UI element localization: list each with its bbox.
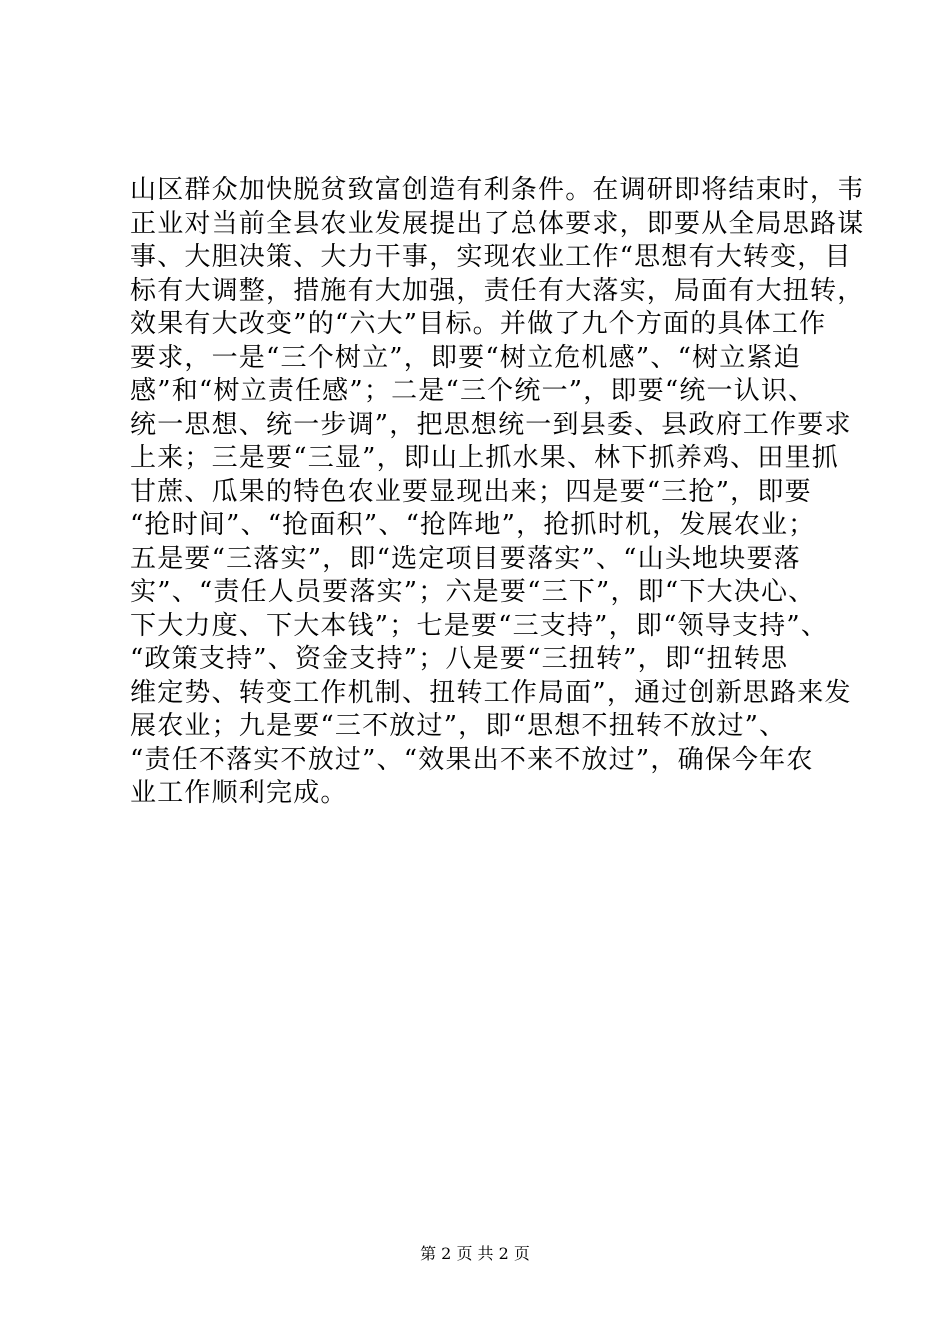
text-line: 效果有大改变”的“六大”目标。并做了九个方面的具体工作 <box>130 309 827 339</box>
text-line: 维定势、转变工作机制、扭转工作局面”，通过创新思路来发 <box>130 677 852 708</box>
text-line: 实”、“责任人员要落实”；六是要“三下”，即“下大决心、 <box>130 577 816 607</box>
text-line: 统一思想、统一步调”，把思想统一到县委、县政府工作要求 <box>130 409 852 440</box>
page-number-footer: 第 2 页 共 2 页 <box>420 1244 530 1263</box>
text-line: 上来；三是要“三显”，即山上抓水果、林下抓养鸡、田里抓 <box>130 443 839 473</box>
text-line: 业工作顺利完成。 <box>130 778 348 808</box>
text-line: 正业对当前全县农业发展提出了总体要求，即要从全局思路谋 <box>130 208 865 239</box>
text-line: 展农业；九是要“三不放过”，即“思想不扭转不放过”、 <box>130 711 787 741</box>
text-line: “政策支持”、资金支持”；八是要“三扭转”，即“扭转思 <box>130 644 789 674</box>
text-line: 五是要“三落实”，即“选定项目要落实”、“山头地块要落 <box>130 543 801 574</box>
text-line: 要求，一是“三个树立”，即要“树立危机感”、“树立紧迫 <box>130 342 801 373</box>
text-line: 甘蔗、瓜果的特色农业要显现出来；四是要“三抢”，即要 <box>130 476 812 507</box>
text-line: “抢时间”、“抢面积”、“抢阵地”，抢抓时机，发展农业； <box>130 510 816 540</box>
text-line: 感”和“树立责任感”；二是“三个统一”，即要“统一认识、 <box>130 376 816 406</box>
text-line: 标有大调整，措施有大加强，责任有大落实，局面有大扭转， <box>130 275 865 306</box>
text-line: 山区群众加快脱贫致富创造有利条件。在调研即将结束时，韦 <box>130 175 865 205</box>
text-line: “责任不落实不放过”、“效果出不来不放过”，确保今年农 <box>130 744 814 775</box>
text-line: 下大力度、下大本钱”；七是要“三支持”，即“领导支持”、 <box>130 610 829 641</box>
text-line: 事、大胆决策、大力干事，实现农业工作“思想有大转变，目 <box>130 242 852 272</box>
body-paragraph <box>130 174 865 811</box>
